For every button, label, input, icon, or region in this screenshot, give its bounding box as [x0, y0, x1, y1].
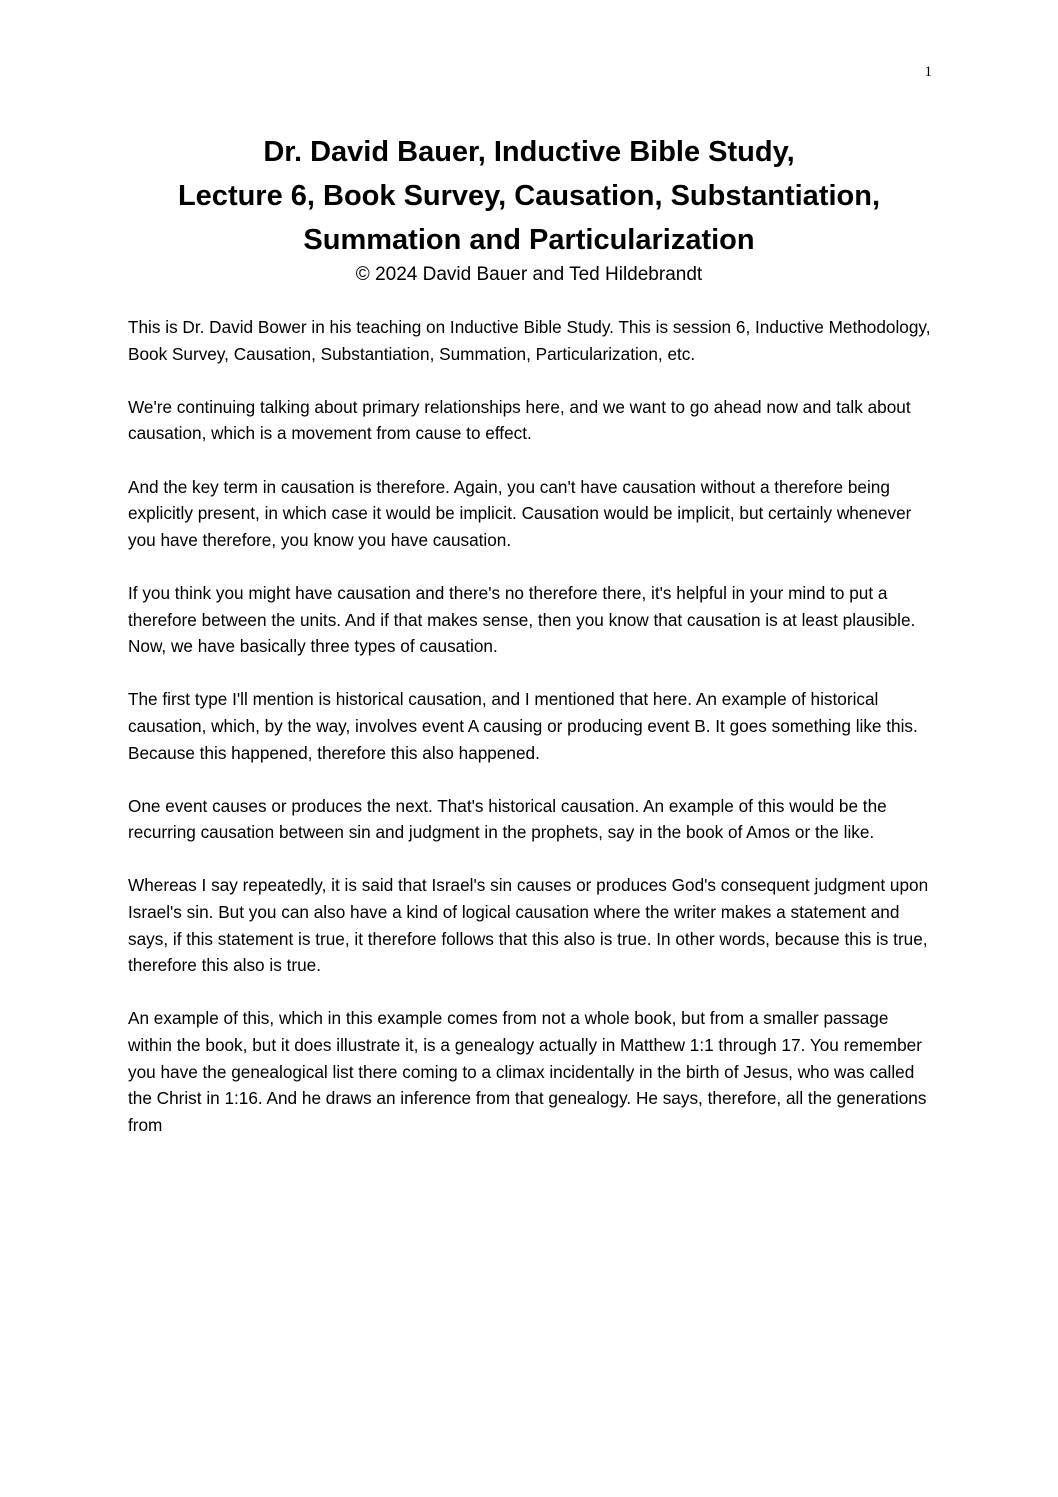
paragraph-3: And the key term in causation is therefore. Again, you can't have causation without a therefore being explicitly present, in which case it would be implicit. Causation would be implicit, but certainly whenever you have therefore, you know you have causation.	[128, 476, 912, 550]
paragraph-2: We're continuing talking about primary relationships here, and we want to go ahead now and talk about causation, which is a movement from cause to effect.	[128, 396, 911, 444]
title-line-2: Lecture 6, Book Survey, Causation, Substantiation,	[177, 180, 881, 212]
title-line-3: Summation and Particularization	[303, 224, 755, 256]
paragraph-6: One event causes or produces the next. That's historical causation. An example of this would be the recurring causation between sin and judgment in the prophets, say in the book of Amos or the like.	[128, 795, 887, 843]
paragraph-1: This is Dr. David Bower in his teaching on Inductive Bible Study. This is session 6, Inductive Methodology, Book Survey, Causation, Substantiation, Summation, Particularization, etc.	[128, 317, 931, 364]
title-line-1: Dr. David Bauer, Inductive Bible Study,	[263, 136, 795, 168]
paragraph-4: If you think you might have causation and there's no therefore there, it's helpful in your mind to put a therefore between the units. And if that makes sense, then you know that causation is at least plausible. Now, we have basically three types of causation.	[128, 582, 916, 657]
paragraph-8: An example of this, which in this example comes from not a whole book, but from a smaller passage within the book, but it does illustrate it, is a genealogy actually in Matthew 1:1 through 17. You remember you have the genealogical list there coming to a climax incidentally in the birth of Jesus, who was called the Christ in 1:16. And he draws an inference from that genealogy. He says, therefore, all the generations from	[128, 1008, 927, 1135]
page-number: 1	[924, 64, 932, 80]
document-header	[0, 130, 1058, 288]
copyright-line: © 2024 David Bauer and Ted Hildebrandt	[355, 264, 703, 285]
paragraph-5: The first type I'll mention is historical causation, and I mentioned that here. An example of historical causation, which, by the way, involves event A causing or producing event B. It goes something like this. Because this happened, therefore this also happened.	[128, 689, 918, 763]
paragraph-7: Whereas I say repeatedly, it is said that Israel's sin causes or produces God's consequent judgment upon Israel's sin. But you can also have a kind of logical causation where the writer makes a statement and says, if this statement is true, it therefore follows that this also is true. In other words, because this is true, therefore this also is true.	[128, 875, 929, 976]
document-body	[128, 314, 934, 1165]
